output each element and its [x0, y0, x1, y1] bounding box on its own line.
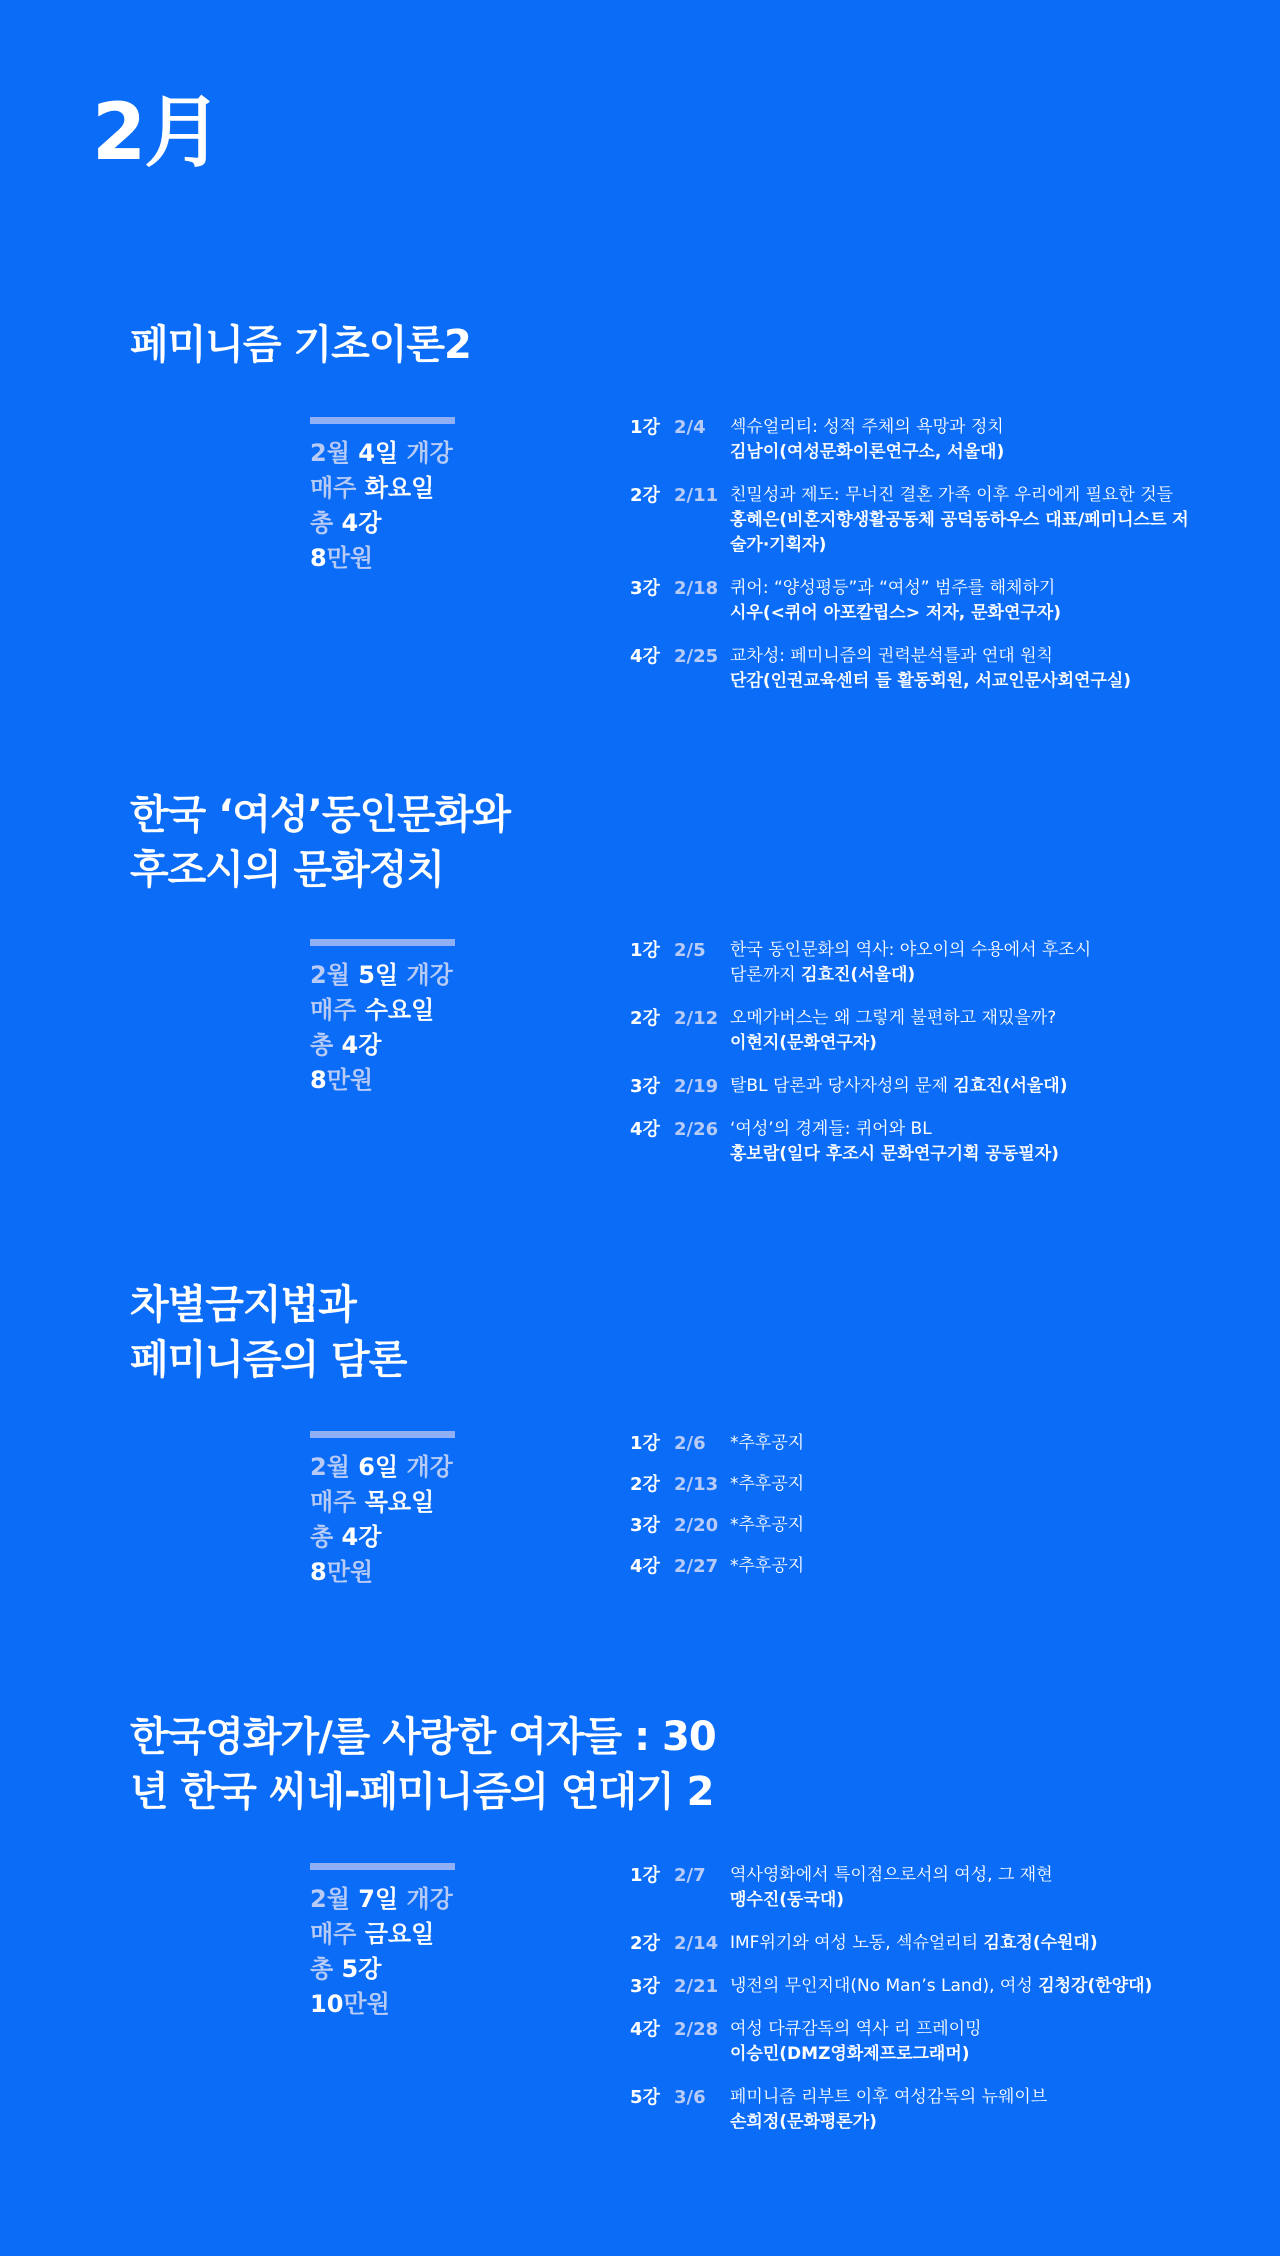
- lecture-item: [630, 1472, 1190, 1497]
- lecture-item: [630, 1554, 1190, 1579]
- lecture-speaker: 김효진(서울대): [801, 965, 916, 985]
- course-info: [310, 417, 455, 576]
- weekday: 매주 금요일: [310, 1920, 435, 1948]
- lecture-topic: 섹슈얼리티: 성적 주체의 욕망과 정치: [730, 417, 1004, 437]
- lecture-number: 4강: [630, 1556, 660, 1577]
- lecture-speaker: 맹수진(동국대): [730, 1890, 845, 1910]
- lecture-number: 1강: [630, 1865, 660, 1886]
- lecture-count: 총 4강: [310, 509, 382, 537]
- lecture-number: 1강: [630, 417, 660, 438]
- lecture-date: 2/14: [674, 1933, 719, 1954]
- lecture-item: [630, 576, 1190, 626]
- lecture-topic: 퀴어: “양성평등”과 “여성” 범주를 해체하기: [730, 578, 1056, 598]
- lecture-date: 2/13: [674, 1474, 719, 1495]
- lecture-date: 2/5: [674, 940, 706, 961]
- lecture-item: [630, 483, 1190, 558]
- lecture-number: 2강: [630, 1933, 660, 1954]
- lecture-number: 4강: [630, 646, 660, 667]
- lecture-date: 2/21: [674, 1976, 719, 1997]
- lecture-item: [630, 1117, 1190, 1167]
- course-info: [310, 939, 455, 1098]
- lecture-count: 총 4강: [310, 1523, 382, 1551]
- course-title-line: 페미니즘 기초이론2: [130, 322, 471, 368]
- course-title: [130, 788, 510, 898]
- lecture-topic: 오메가버스는 왜 그렇게 불편하고 재밌을까?: [730, 1008, 1057, 1028]
- lecture-count: 총 4강: [310, 1031, 382, 1059]
- lecture-date: 2/11: [674, 485, 719, 506]
- lecture-topic: 한국 동인문화의 역사: 야오이의 수용에서 후조시 담론까지 김효진(서울대): [730, 940, 1092, 985]
- lecture-speaker: 손희정(문화평론가): [730, 2112, 877, 2132]
- lecture-number: 2강: [630, 485, 660, 506]
- lecture-date: 2/12: [674, 1008, 719, 1029]
- lecture-speaker: 홍보람(일다 후조시 문화연구기획 공동필자): [730, 1144, 1059, 1164]
- lecture-item: [630, 1074, 1190, 1099]
- lecture-number: 1강: [630, 940, 660, 961]
- course-title-line: 년 한국 씨네-페미니즘의 연대기 2: [130, 1769, 714, 1815]
- lecture-date: 2/20: [674, 1515, 719, 1536]
- course-title-line: 페미니즘의 담론: [130, 1337, 407, 1383]
- lecture-date: 2/26: [674, 1119, 719, 1140]
- lecture-topic: 냉전의 무인지대(No Man’s Land), 여성 김청강(한양대): [730, 1976, 1153, 1996]
- start-date: 2월 4일 개강: [310, 439, 453, 467]
- lecture-topic: 여성 다큐감독의 역사 리 프레이밍: [730, 2019, 982, 2039]
- lecture-topic: *추후공지: [730, 1556, 805, 1576]
- lecture-number: 4강: [630, 1119, 660, 1140]
- course-section: [0, 1278, 1280, 1618]
- course-title-line: 차별금지법과: [130, 1282, 356, 1328]
- price: 8만원: [310, 1066, 374, 1094]
- lecture-number: 2강: [630, 1008, 660, 1029]
- course-info: [310, 1863, 455, 2022]
- lecture-date: 2/4: [674, 417, 706, 438]
- lecture-item: [630, 1513, 1190, 1538]
- lecture-date: 3/6: [674, 2087, 706, 2108]
- lecture-speaker: 이현지(문화연구자): [730, 1033, 877, 1053]
- course-info: [310, 1431, 455, 1590]
- lecture-number: 3강: [630, 1515, 660, 1536]
- start-date: 2월 7일 개강: [310, 1885, 453, 1913]
- lecture-count: 총 5강: [310, 1955, 382, 1983]
- lecture-number: 2강: [630, 1474, 660, 1495]
- lecture-date: 2/19: [674, 1076, 719, 1097]
- lecture-topic: 탈BL 담론과 당사자성의 문제 김효진(서울대): [730, 1076, 1068, 1096]
- weekday: 매주 목요일: [310, 1488, 435, 1516]
- lecture-number: 5강: [630, 2087, 660, 2108]
- lecture-number: 3강: [630, 1076, 660, 1097]
- lecture-list: [630, 415, 1190, 712]
- start-date: 2월 6일 개강: [310, 1453, 453, 1481]
- lecture-topic: 친밀성과 제도: 무너진 결혼 가족 이후 우리에게 필요한 것들: [730, 485, 1174, 505]
- lecture-list: [630, 1431, 1190, 1595]
- lecture-date: 2/25: [674, 646, 719, 667]
- lecture-speaker: 이승민(DMZ영화제프로그래머): [730, 2044, 970, 2064]
- lecture-list: [630, 1863, 1190, 2153]
- lecture-date: 2/6: [674, 1433, 706, 1454]
- lecture-topic: IMF위기와 여성 노동, 섹슈얼리티 김효정(수원대): [730, 1933, 1098, 1953]
- lecture-speaker: 김남이(여성문화이론연구소, 서울대): [730, 442, 1005, 462]
- lecture-number: 4강: [630, 2019, 660, 2040]
- lecture-item: [630, 2017, 1190, 2067]
- weekday: 매주 수요일: [310, 996, 435, 1024]
- lecture-date: 2/27: [674, 1556, 719, 1577]
- course-title: [130, 1710, 716, 1820]
- lecture-topic: 페미니즘 리부트 이후 여성감독의 뉴웨이브: [730, 2087, 1048, 2107]
- lecture-topic: ‘여성’의 경계들: 퀴어와 BL: [730, 1119, 932, 1139]
- lecture-date: 2/7: [674, 1865, 706, 1886]
- lecture-speaker: 단감(인권교육센터 들 활동회원, 서교인문사회연구실): [730, 671, 1132, 691]
- lecture-item: [630, 2085, 1190, 2135]
- month-heading: 2月: [92, 88, 221, 178]
- lecture-topic: *추후공지: [730, 1433, 805, 1453]
- lecture-number: 3강: [630, 1976, 660, 1997]
- price: 8만원: [310, 1558, 374, 1586]
- price: 10만원: [310, 1990, 390, 2018]
- course-title: [130, 1278, 406, 1388]
- lecture-speaker: 홍혜은(비혼지향생활공동체 공덕동하우스 대표/페미니스트 저술가·기획자): [730, 510, 1189, 555]
- lecture-speaker: 김청강(한양대): [1038, 1976, 1153, 1996]
- course-section: [0, 788, 1280, 1188]
- course-title-line: 한국영화가/를 사랑한 여자들 : 30: [130, 1714, 716, 1760]
- lecture-item: [630, 938, 1190, 988]
- course-title: [130, 318, 471, 373]
- lecture-item: [630, 415, 1190, 465]
- price: 8만원: [310, 544, 374, 572]
- course-title-line: 후조시의 문화정치: [130, 847, 445, 893]
- lecture-item: [630, 1931, 1190, 1956]
- lecture-speaker: 시우(<퀴어 아포칼립스> 저자, 문화연구자): [730, 603, 1061, 623]
- course-section: [0, 1710, 1280, 2150]
- weekday: 매주 화요일: [310, 474, 435, 502]
- lecture-item: [630, 644, 1190, 694]
- lecture-date: 2/28: [674, 2019, 719, 2040]
- lecture-topic: *추후공지: [730, 1515, 805, 1535]
- lecture-speaker: 김효진(서울대): [953, 1076, 1068, 1096]
- lecture-item: [630, 1974, 1190, 1999]
- lecture-item: [630, 1863, 1190, 1913]
- lecture-list: [630, 938, 1190, 1185]
- lecture-number: 1강: [630, 1433, 660, 1454]
- course-section: [0, 318, 1280, 708]
- course-title-line: 한국 ‘여성’동인문화와: [130, 792, 511, 838]
- lecture-item: [630, 1006, 1190, 1056]
- lecture-topic: 교차성: 페미니즘의 권력분석틀과 연대 원칙: [730, 646, 1053, 666]
- lecture-topic: *추후공지: [730, 1474, 805, 1494]
- lecture-date: 2/18: [674, 578, 719, 599]
- lecture-topic: 역사영화에서 특이점으로서의 여성, 그 재현: [730, 1865, 1053, 1885]
- lecture-number: 3강: [630, 578, 660, 599]
- lecture-item: [630, 1431, 1190, 1456]
- start-date: 2월 5일 개강: [310, 961, 453, 989]
- lecture-speaker: 김효정(수원대): [983, 1933, 1098, 1953]
